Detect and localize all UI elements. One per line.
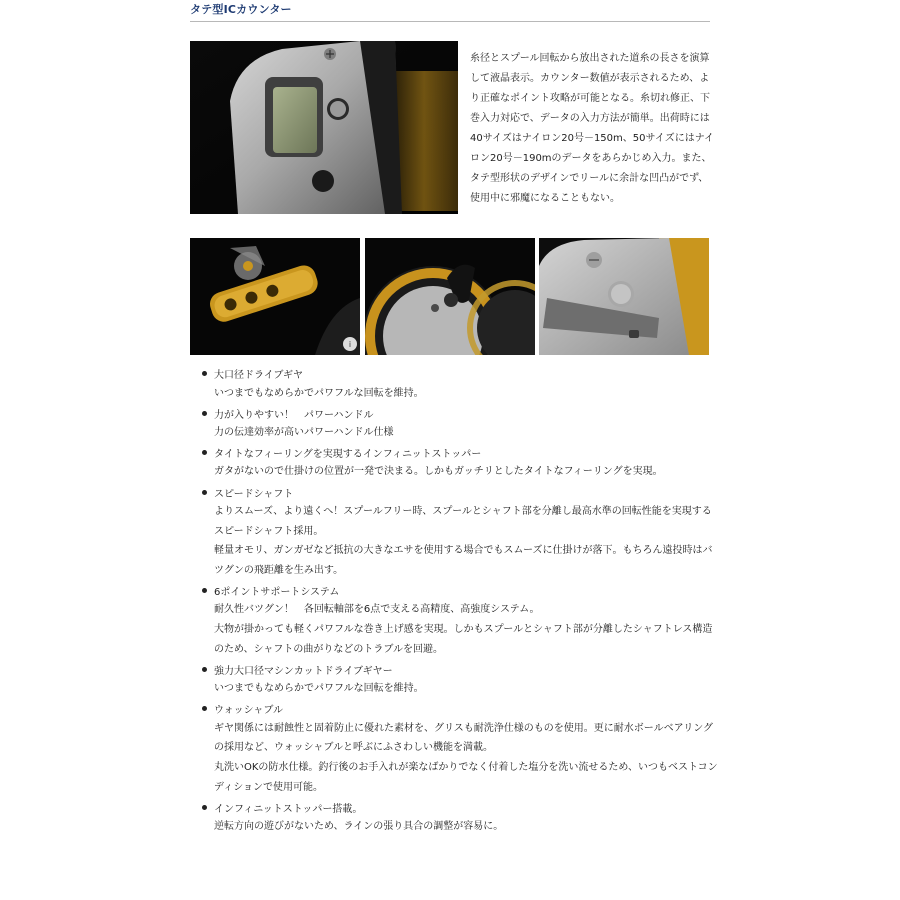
- feature-item: [200, 482, 720, 581]
- feature-title: ウォッシャブル: [214, 705, 283, 717]
- feature-item: [200, 659, 720, 698]
- bullet-icon: [202, 371, 207, 376]
- bullet-icon: [202, 805, 207, 810]
- feature-title: タイトなフィーリングを実現するインフィニットストッパー: [214, 449, 482, 461]
- feature-title: 大口径ドライブギヤ: [214, 370, 303, 382]
- counter-closeup-photo: [539, 238, 709, 355]
- feature-desc: ガタがないので仕掛けの位置が一発で決まる。しかもガッチリとしたタイトなフィーリングを実現。: [214, 466, 663, 478]
- feature-title: 強力大口径マシンカットドライブギヤー: [214, 665, 393, 677]
- feature-title: 6ポイントサポートシステム: [214, 587, 340, 599]
- feature-desc: 耐久性バツグン！ 各回転軸部を6点で支える高精度、高強度システム。: [214, 604, 540, 616]
- bullet-icon: [202, 706, 207, 711]
- svg-text:i: i: [348, 340, 352, 349]
- feature-item: [200, 443, 720, 482]
- feature-desc: いつまでもなめらかでパワフルな回転を維持。: [214, 387, 424, 399]
- feature-item: [200, 364, 720, 403]
- feature-desc: 丸洗いOKの防水仕様。釣行後のお手入れが楽なばかりでなく付着した塩分を洗い流せるため、いつもベストコンディションで使用可能。: [214, 761, 718, 793]
- bullet-icon: [202, 490, 207, 495]
- handle-gear-photo: [190, 238, 360, 355]
- bullet-icon: [202, 450, 207, 455]
- bullet-icon: [202, 667, 207, 672]
- bullet-icon: [202, 411, 207, 416]
- section-title: タテ型ICカウンター: [190, 3, 292, 16]
- feature-desc: 軽量オモリ、ガンガゼなど抵抗の大きなエサを使用する場合でもスムーズに仕掛けが落下。もちろん遠投時はバツグンの飛距離を生み出す。: [214, 545, 713, 576]
- feature-desc: よりスムーズ、より遠くへ！スプールフリー時、スプールとシャフト部を分離し最高水準の回転性能を実現するスピードシャフト採用。: [214, 505, 712, 537]
- title-divider: [190, 21, 710, 22]
- feature-item: [200, 581, 720, 660]
- hero-reel-counter-photo: [190, 41, 458, 214]
- feature-title: 力が入りやすい！ パワーハンドル: [214, 409, 374, 421]
- feature-desc: いつまでもなめらかでパワフルな回転を維持。: [214, 683, 424, 695]
- feature-title: インフィニットストッパー搭載。: [214, 803, 363, 815]
- feature-list: [200, 364, 720, 837]
- feature-desc: 大物が掛かっても軽くパワフルな巻き上げ感を実現。しかもスプールとシャフト部が分離したシャフトレス構造のため、シャフトの曲がりなどのトラブルを回避。: [214, 624, 713, 655]
- feature-title: スピードシャフト: [214, 488, 294, 500]
- feature-desc: 逆転方向の遊びがないため、ラインの張り具合の調整が容易に。: [214, 821, 504, 833]
- lever-spool-photo: [365, 238, 535, 355]
- bullet-icon: [202, 588, 207, 593]
- feature-desc: 力の伝達効率が高いパワーハンドル仕様: [214, 427, 394, 439]
- hero-description: 糸径とスプール回転から放出された道糸の長さを演算して液晶表示。カウンター数値が表示されるため、より正確なポイント攻略が可能となる。糸切れ修正、下巻入力対応で、データの入力方法が簡単。出荷時には40サイズはナイロン20号－150m、50サイズにはナイロン20号－190mのデータをあらかじめ入力。また、タテ型形状のデザインでリールに余計な凹凸がでず、使用中に邪魔になることもない。: [470, 53, 715, 204]
- feature-desc: ギヤ関係には耐蝕性と固着防止に優れた素材を、グリスも耐洗浄仕様のものを使用。更に耐水ボールベアリングの採用など、ウォッシャブルと呼ぶにふさわしい機能を満載。: [214, 722, 713, 754]
- feature-item: [200, 699, 720, 798]
- feature-item: [200, 403, 720, 442]
- feature-item: [200, 797, 720, 836]
